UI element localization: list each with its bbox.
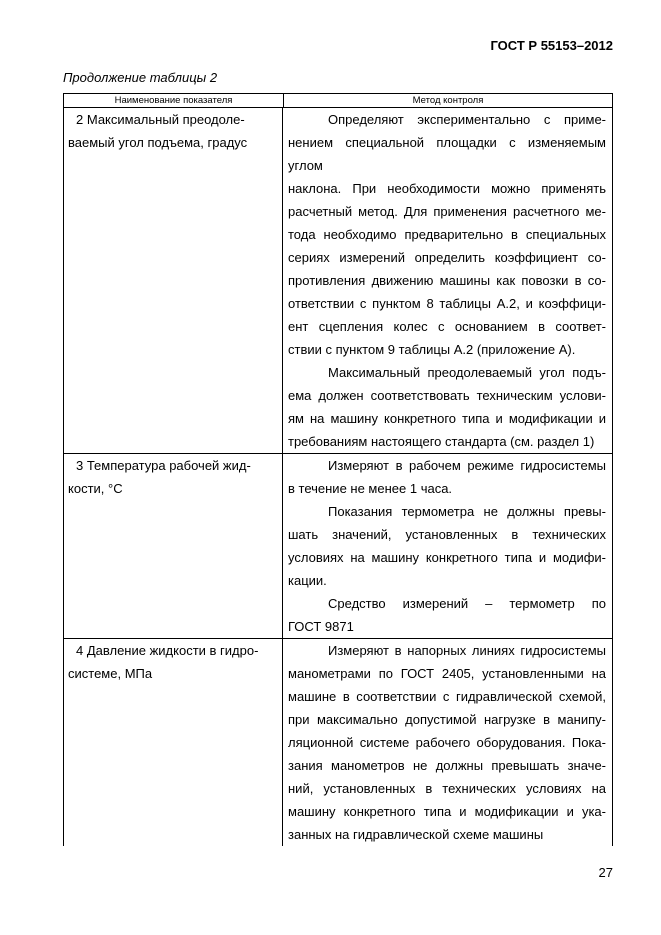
method-line: требованиям настоящего стандарта (см. раздел 1) (288, 434, 595, 449)
indicator-line: системе, МПа (68, 666, 153, 681)
method-paragraph (288, 592, 606, 638)
indicator-cell (64, 454, 283, 638)
method-line: ема должен соответствовать техническим услови- (288, 388, 606, 403)
method-line: Измеряют в рабочем режиме гидросистемы (328, 458, 606, 473)
page-number: 27 (598, 865, 613, 880)
method-line: ент сцепления колес с основанием в соответ- (288, 319, 606, 334)
method-line: зания манометров не должны превышать значе- (288, 758, 606, 773)
method-line: манометрами по ГОСТ 2405, установленными на (288, 666, 606, 681)
method-line: Измеряют в напорных линиях гидросистемы (328, 643, 606, 658)
indicator-line: 2 Максимальный преодоле- (76, 112, 245, 127)
method-line: ляционной системе рабочего оборудования. Пока- (288, 735, 606, 750)
table-body (63, 108, 613, 846)
indicator-cell (64, 639, 283, 846)
method-line: Показания термометра не должны превы- (328, 504, 606, 519)
method-cell (283, 108, 612, 453)
method-paragraph (288, 639, 606, 846)
method-line: нением специальной площадки с изменяемым углом (288, 135, 606, 173)
method-line: ответствии с пунктом 8 таблицы А.2, и коэффици- (288, 296, 606, 311)
indicator-line: ваемый угол подъема, градус (68, 135, 248, 150)
method-line: Определяют экспериментально с приме- (328, 112, 606, 127)
method-line: машину конкретного типа и модификации и ука- (288, 804, 606, 819)
method-line: условиях на машину конкретного типа и модифи- (288, 550, 606, 565)
method-paragraph (288, 361, 606, 453)
method-line: при максимально допустимой нагрузке в манипу- (288, 712, 606, 727)
method-line: шать значений, установленных в технических (288, 527, 606, 542)
table-caption: Продолжение таблицы 2 (63, 70, 218, 85)
method-line: в течение не менее 1 часа. (288, 481, 453, 496)
method-line: наклона. При необходимости можно применять (288, 181, 606, 196)
control-methods-table (63, 93, 613, 846)
method-line: машине в соответствии с гидравлической схемой, (288, 689, 606, 704)
table-row (63, 639, 613, 846)
method-line: противления движению машины как повозки в со- (288, 273, 606, 288)
method-line: сериях измерений определить коэффициент со- (288, 250, 606, 265)
method-line: ям на машину конкретного типа и модификации и (288, 411, 606, 426)
table-header-row (63, 93, 613, 108)
method-line: ствии с пунктом 9 таблицы А.2 (приложение А). (288, 342, 576, 357)
method-paragraph (288, 108, 606, 361)
method-line: ний, установленных в технических условиях на (288, 781, 606, 796)
indicator-line: 3 Температура рабочей жид- (76, 458, 251, 473)
method-line: занных на гидравлической схеме машины (288, 827, 544, 842)
document-header: ГОСТ Р 55153–2012 (490, 38, 613, 53)
method-paragraph (288, 454, 606, 500)
indicator-line: кости, °С (68, 481, 123, 496)
method-line: тода необходимо предварительно в специальных (288, 227, 606, 242)
method-cell (283, 454, 612, 638)
method-line: расчетный метод. Для применения расчетного ме- (288, 204, 606, 219)
table-row (63, 108, 613, 454)
method-line: Средство измерений – термометр по (328, 596, 606, 611)
table-row (63, 454, 613, 639)
method-paragraph (288, 500, 606, 592)
method-line: Максимальный преодолеваемый угол подъ- (328, 365, 606, 380)
method-cell (283, 639, 612, 846)
header-method: Метод контроля (412, 95, 484, 106)
method-line: кации. (288, 573, 327, 588)
method-line: ГОСТ 9871 (288, 619, 354, 634)
indicator-line: 4 Давление жидкости в гидро- (76, 643, 259, 658)
header-indicator: Наименование показателя (64, 94, 284, 107)
indicator-cell (64, 108, 283, 453)
